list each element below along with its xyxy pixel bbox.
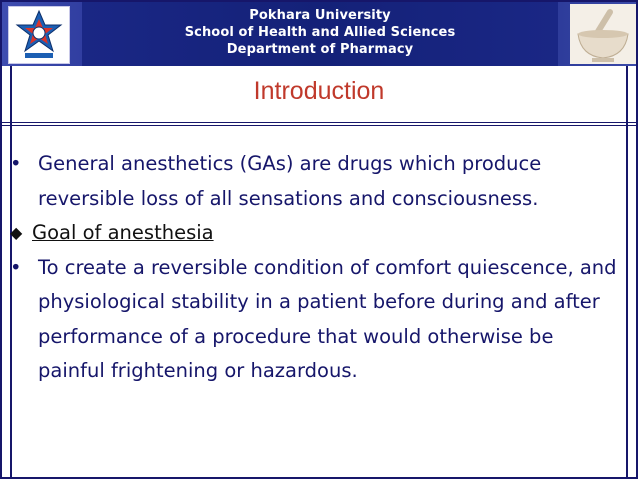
title-divider (2, 122, 636, 123)
goal-heading-item (10, 216, 625, 251)
bullet-item (10, 251, 625, 389)
slide-header (2, 2, 636, 66)
department-name: Department of Pharmacy (226, 42, 414, 57)
title-divider-secondary (2, 125, 636, 126)
slide-title: Introduction (253, 77, 385, 105)
bullet-dot-icon: • (10, 152, 22, 175)
mortar-and-pestle-icon (570, 4, 636, 64)
university-name: Pokhara University (249, 8, 391, 23)
university-logo-icon (8, 6, 70, 64)
school-name: School of Health and Allied Sciences (184, 25, 456, 40)
diamond-bullet-icon: ◆ (10, 223, 23, 242)
slide-content (10, 147, 625, 389)
bullet-text: General anesthetics (GAs) are drugs which produce reversible loss of all sensations and consciousness. (38, 152, 542, 210)
goal-heading: Goal of anesthesia (32, 221, 214, 244)
bullet-dot-icon: • (10, 255, 22, 279)
bullet-item (10, 147, 625, 216)
bullet-text: To create a reversible condition of comfort quiescence, and physiological stability in a patient before during and after performance of a procedure that would otherwise be painful frightening or hazardous. (38, 255, 617, 382)
right-border-line (626, 66, 628, 477)
